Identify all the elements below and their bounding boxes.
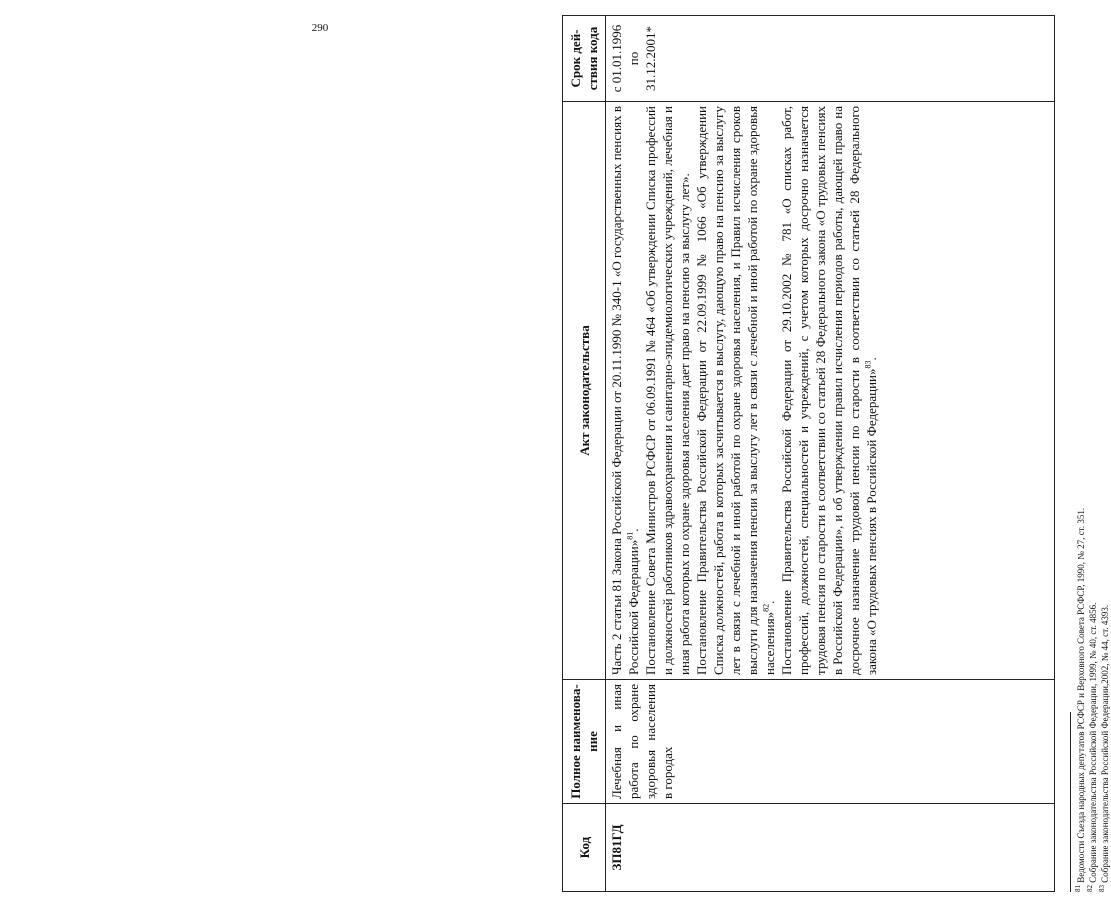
act-tail: .	[762, 600, 777, 604]
footnote-text: Собрание законодательства Российской Федерации, 1999, № 40, ст. 4856.	[1088, 602, 1098, 883]
legislation-table	[562, 15, 1055, 892]
act-paragraph	[642, 106, 693, 675]
act-text: Постановление Правительства Российской Федерации от 29.10.2002 № 781 «О списках работ, профессий, должностей, специальностей и учреждений, с учетом которых досрочно назначается трудовая пенсия по старости в соответствии со статьей 28 Федерального закона «О трудовых пенсиях в Российской Федерации», и об утверждении правил исчисления периодов работы, дающей право на досрочное назначение трудовой пенсии по старости в соответствии со статьей 28 Федерального закона «О трудовых пенсиях в Российской Федерации»	[779, 106, 879, 675]
act-cell	[606, 102, 1055, 680]
act-text: Часть 2 статьи 81 Закона Российской Федерации от 20.11.1990 № 340-1 «О государственных пенсиях в Российской Федерации»	[609, 106, 641, 675]
footnote-ref: 82	[761, 603, 771, 612]
footnotes	[1070, 15, 1111, 892]
header-full-name: Полное наименова-ние	[563, 680, 606, 804]
footnote-ref: 83	[863, 360, 873, 369]
act-paragraph	[778, 106, 880, 675]
footnote	[1099, 15, 1111, 892]
act-tail: .	[864, 357, 879, 361]
act-tail: .	[626, 528, 641, 532]
footnote-mark: 81	[1074, 885, 1082, 892]
page-number: 290	[311, 22, 329, 34]
act-paragraph	[608, 106, 642, 675]
footnote-text: Ведомости Съезда народных депутатов РСФСР и Верховного Совета РСФСР, 1990, № 27, ст. 351.	[1076, 507, 1086, 883]
header-act: Акт законодательства	[563, 102, 606, 680]
table-row	[606, 16, 1055, 892]
act-text: Постановление Совета Министров РСФСР от 06.09.1991 № 464 «Об утверждении Списка профессий и должностей работников здравоохранения и санитарно-эпидемиологических учреждений, лечебная и иная работа которых по охране здоровья населения дает право на пенсию за выслугу лет».	[643, 106, 692, 675]
term-cell: с 01.01.1996 по 31.12.2001*	[606, 16, 1055, 102]
footnote-ref: 81	[625, 531, 635, 540]
act-paragraph	[693, 106, 778, 675]
footnote-text: Собрание законодательства Российской Федерации,2002, № 44, ст. 4393.	[1100, 604, 1110, 883]
footnote	[1075, 15, 1087, 892]
table-header-row	[563, 16, 606, 892]
code-cell: ЗП81ГД	[606, 804, 1055, 892]
footnote-mark: 82	[1086, 885, 1094, 892]
header-code: Код	[563, 804, 606, 892]
footnote	[1087, 15, 1099, 892]
header-term: Срок дей-ствия кода	[563, 16, 606, 102]
full-name-cell: Лечебная и иная работа по охране здоровья населения в городах	[606, 680, 1055, 804]
footnote-divider	[1070, 712, 1071, 892]
act-text: Постановление Правительства Российской Федерации от 22.09.1999 № 1066 «Об утверждении Списка должностей, работа в которых засчитывается в выслугу, дающую право на пенсию за выслугу лет в связи с лечебной и иной работой по охране здоровья населения, и Правил исчисления сроков выслуги для назначения пенсии за выслугу лет в связи с лечебной и иной работой по охране здоровья населения»	[694, 106, 777, 675]
footnote-mark: 83	[1098, 885, 1106, 892]
